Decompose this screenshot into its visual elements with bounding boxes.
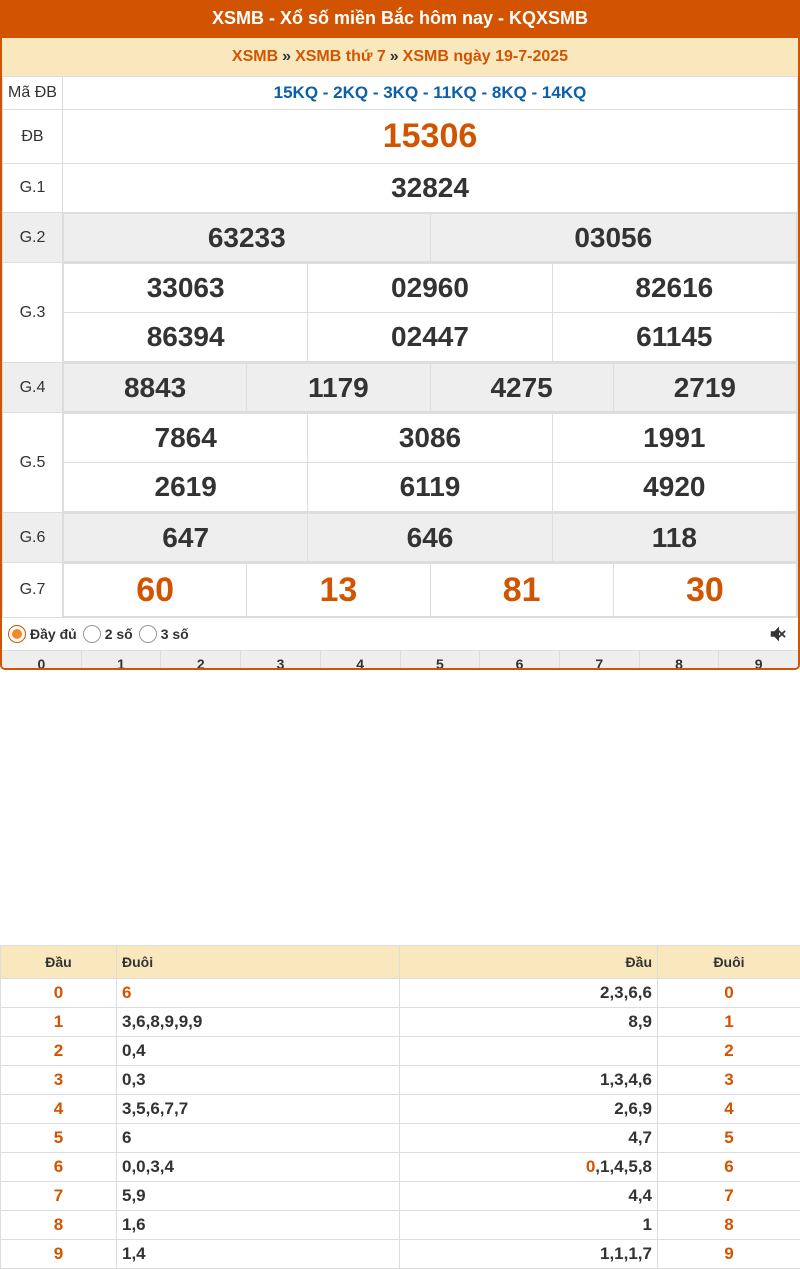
prize-g3[interactable]: 86394 [64, 313, 308, 362]
prize-g3[interactable]: 02447 [308, 313, 552, 362]
madb-value: 15KQ - 2KQ - 3KQ - 11KQ - 8KQ - 14KQ [63, 77, 798, 110]
table-row [1, 1182, 800, 1211]
digit-filter-9[interactable]: 9 [718, 651, 798, 670]
label-g2: G.2 [3, 213, 63, 263]
loto-duoi: 1,4 [117, 1240, 400, 1269]
row-g1 [3, 164, 798, 213]
breadcrumb-xsmb[interactable]: XSMB [232, 48, 278, 65]
row-g2 [3, 213, 798, 263]
radio-two[interactable] [83, 625, 101, 643]
prize-g7[interactable]: 30 [613, 564, 796, 617]
prize-g3[interactable]: 33063 [64, 264, 308, 313]
loto-duoi2: 0 [658, 979, 800, 1008]
breadcrumb-sep: » [282, 48, 291, 65]
digit-filter-6[interactable]: 6 [479, 651, 559, 670]
loto-duoi: 0,3 [117, 1066, 400, 1095]
table-row [1, 1008, 800, 1037]
table-row [1, 1153, 800, 1182]
loto-dau: 6 [1, 1153, 117, 1182]
option-full-label: Đầy đủ [30, 626, 77, 642]
loto-duoi2: 5 [658, 1124, 800, 1153]
table-row [1, 1066, 800, 1095]
prize-g5[interactable]: 4920 [552, 463, 796, 512]
label-db: ĐB [3, 110, 63, 164]
prize-g2[interactable]: 63233 [64, 214, 431, 262]
loto-dau: 8 [1, 1211, 117, 1240]
row-db [3, 110, 798, 164]
breadcrumb [2, 38, 798, 76]
label-g5: G.5 [3, 413, 63, 513]
page-title: XSMB - Xổ số miền Bắc hôm nay - KQXSMB [2, 0, 798, 38]
table-row [1, 979, 800, 1008]
prize-g4[interactable]: 4275 [430, 364, 613, 412]
loto-duoi: 3,6,8,9,9,9 [117, 1008, 400, 1037]
option-full[interactable] [6, 625, 77, 643]
loto-dau2: 1 [400, 1211, 658, 1240]
radio-full[interactable] [8, 625, 26, 643]
table-row [1, 1124, 800, 1153]
volume-off-icon[interactable] [768, 623, 790, 645]
option-three[interactable] [137, 625, 189, 643]
loto-dau: 4 [1, 1095, 117, 1124]
prize-g4[interactable]: 8843 [64, 364, 247, 412]
digit-filter-3[interactable]: 3 [240, 651, 320, 670]
loto-duoi: 3,5,6,7,7 [117, 1095, 400, 1124]
loto-dau2 [400, 1037, 658, 1066]
prize-g6[interactable]: 647 [64, 514, 308, 562]
label-g1: G.1 [3, 164, 63, 213]
label-g3: G.3 [3, 263, 63, 363]
loto-duoi: 6 [117, 1124, 400, 1153]
prize-g3[interactable]: 02960 [308, 264, 552, 313]
loto-dau2: 1,3,4,6 [400, 1066, 658, 1095]
loto-table [0, 945, 800, 1269]
loto-dau2: 2,3,6,6 [400, 979, 658, 1008]
prize-g5[interactable]: 6119 [308, 463, 552, 512]
loto-duoi2: 3 [658, 1066, 800, 1095]
prize-g2[interactable]: 03056 [430, 214, 797, 262]
loto-duoi: 0,4 [117, 1037, 400, 1066]
label-madb: Mã ĐB [3, 77, 63, 110]
loto-duoi2: 7 [658, 1182, 800, 1211]
option-two[interactable] [81, 625, 133, 643]
digit-filter-5[interactable]: 5 [400, 651, 480, 670]
loto-duoi2: 2 [658, 1037, 800, 1066]
radio-three[interactable] [139, 625, 157, 643]
option-two-label: 2 số [105, 626, 133, 642]
digit-filter-1[interactable]: 1 [81, 651, 161, 670]
row-g6 [3, 513, 798, 563]
prize-g6[interactable]: 118 [552, 514, 796, 562]
label-g6: G.6 [3, 513, 63, 563]
digit-filter-bar [2, 650, 798, 670]
digit-filter-0[interactable]: 0 [2, 651, 81, 670]
prize-g7[interactable]: 81 [430, 564, 613, 617]
prize-g7[interactable]: 60 [64, 564, 247, 617]
loto-dau: 5 [1, 1124, 117, 1153]
label-g4: G.4 [3, 363, 63, 413]
loto-duoi2: 6 [658, 1153, 800, 1182]
prize-g6[interactable]: 646 [308, 514, 552, 562]
loto-duoi2: 4 [658, 1095, 800, 1124]
table-row [1, 1211, 800, 1240]
loto-duoi2: 9 [658, 1240, 800, 1269]
row-madb [3, 77, 798, 110]
prize-g3[interactable]: 82616 [552, 264, 796, 313]
loto-duoi2: 1 [658, 1008, 800, 1037]
loto-dau2: 8,9 [400, 1008, 658, 1037]
prize-g1[interactable]: 32824 [391, 172, 469, 203]
loto-duoi: 5,9 [117, 1182, 400, 1211]
label-g7: G.7 [3, 563, 63, 618]
loto-duoi: 1,6 [117, 1211, 400, 1240]
prize-g5[interactable]: 1991 [552, 414, 796, 463]
loto-header-duoi: Đuôi [117, 946, 400, 979]
prize-db[interactable]: 15306 [383, 117, 478, 155]
loto-duoi2: 8 [658, 1211, 800, 1240]
prize-g5[interactable]: 7864 [64, 414, 308, 463]
loto-dau2 [400, 1153, 658, 1182]
prize-g7[interactable]: 13 [247, 564, 430, 617]
prize-g3[interactable]: 61145 [552, 313, 796, 362]
digit-filter-8[interactable]: 8 [639, 651, 719, 670]
loto-dau: 1 [1, 1008, 117, 1037]
loto-header-row [1, 946, 800, 979]
row-g4 [3, 363, 798, 413]
loto-dau: 9 [1, 1240, 117, 1269]
loto-header-duoi: Đuôi [658, 946, 800, 979]
loto-dau2-rest: ,1,4,5,8 [595, 1157, 652, 1176]
loto-dau2: 4,7 [400, 1124, 658, 1153]
digit-filter-2[interactable]: 2 [160, 651, 240, 670]
display-options [2, 618, 798, 650]
row-g7 [3, 563, 798, 618]
row-g3 [3, 263, 798, 363]
row-g5 [3, 413, 798, 513]
loto-dau2: 4,4 [400, 1182, 658, 1211]
loto-dau2-highlight: 0 [586, 1157, 595, 1176]
loto-dau: 2 [1, 1037, 117, 1066]
breadcrumb-xsmb-thu7[interactable]: XSMB thứ 7 [295, 48, 386, 65]
loto-duoi: 6 [117, 979, 400, 1008]
table-row [1, 1037, 800, 1066]
loto-dau: 0 [1, 979, 117, 1008]
prize-g4[interactable]: 1179 [247, 364, 430, 412]
loto-dau2: 1,1,1,7 [400, 1240, 658, 1269]
table-row [1, 1095, 800, 1124]
loto-dau: 7 [1, 1182, 117, 1211]
prize-g5[interactable]: 2619 [64, 463, 308, 512]
loto-dau: 3 [1, 1066, 117, 1095]
prize-g4[interactable]: 2719 [613, 364, 796, 412]
prize-g5[interactable]: 3086 [308, 414, 552, 463]
loto-duoi: 0,0,3,4 [117, 1153, 400, 1182]
table-row [1, 1240, 800, 1269]
digit-filter-4[interactable]: 4 [320, 651, 400, 670]
breadcrumb-xsmb-date[interactable]: XSMB ngày 19-7-2025 [403, 48, 568, 65]
loto-header-dau: Đầu [1, 946, 117, 979]
results-table [2, 76, 798, 618]
loto-dau2: 2,6,9 [400, 1095, 658, 1124]
loto-header-dau: Đầu [400, 946, 658, 979]
option-three-label: 3 số [161, 626, 189, 642]
digit-filter-7[interactable]: 7 [559, 651, 639, 670]
breadcrumb-sep: » [390, 48, 399, 65]
